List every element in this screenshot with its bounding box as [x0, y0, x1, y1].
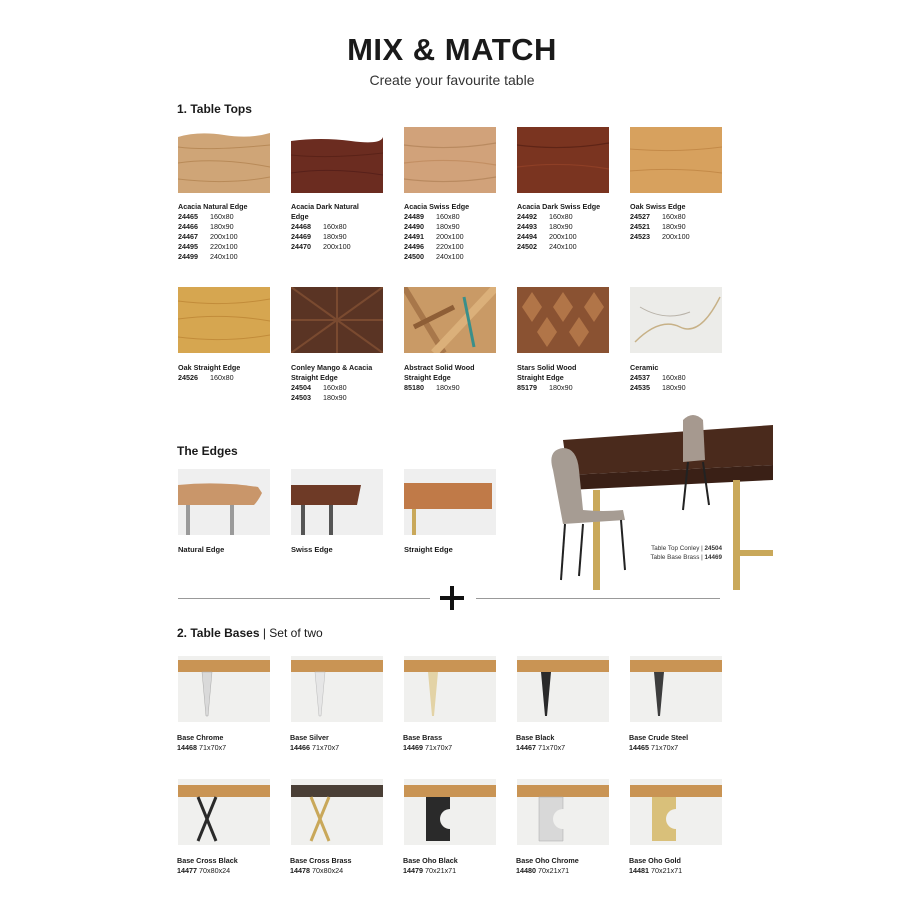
base-caption-2: Base Silver 14466 71x70x7	[290, 733, 340, 752]
top-caption-2: Acacia Dark Natural Edge 24468 160x80 24469 180x90 24470 200x100	[291, 202, 359, 251]
base-caption-10: Base Oho Gold 14481 70x21x71	[629, 856, 683, 875]
base-caption-5: Base Crude Steel 14465 71x70x7	[629, 733, 689, 752]
divider-left	[178, 598, 430, 599]
oak-swiss-edge-image	[630, 127, 722, 193]
base-oho-black-image	[404, 779, 496, 845]
abstract-solid-wood-image	[404, 287, 496, 353]
page-title: MIX & MATCH	[347, 32, 557, 67]
straight-edge-image	[404, 469, 496, 535]
base-caption-3: Base Brass 14469 71x70x7	[403, 733, 453, 752]
top-caption-5: Oak Swiss Edge 24527 160x80 24521 180x90 24523 200x100	[630, 202, 690, 241]
edge-label-natural: Natural Edge	[178, 545, 225, 554]
divider-right	[476, 598, 720, 599]
base-caption-8: Base Oho Black 14479 70x21x71	[403, 856, 458, 875]
base-caption-7: Base Cross Brass 14478 70x80x24	[290, 856, 352, 875]
top-caption-1: Acacia Natural Edge 24465 160x80 24466 180x90 24467 200x100 24495 220x100 24499 240x100	[178, 202, 248, 261]
top-caption-7: Conley Mango & Acacia Straight Edge 24504 160x80 24503 180x90	[291, 363, 373, 402]
acacia-dark-swiss-edge-image	[517, 127, 609, 193]
base-oho-gold-image	[630, 779, 722, 845]
swiss-edge-image	[291, 469, 383, 535]
table-tops-heading: 1. Table Tops	[177, 102, 252, 116]
oak-straight-edge-image	[178, 287, 270, 353]
base-chrome-image	[178, 656, 270, 722]
top-caption-9: Stars Solid Wood Straight Edge 85179 180x90	[517, 363, 577, 392]
edges-heading: The Edges	[177, 444, 238, 458]
base-cross-black-image	[178, 779, 270, 845]
top-caption-8: Abstract Solid Wood Straight Edge 85180 180x90	[404, 363, 475, 392]
base-oho-chrome-image	[517, 779, 609, 845]
top-caption-4: Acacia Dark Swiss Edge 24492 160x80 24493 180x90 24494 200x100 24502 240x100	[517, 202, 601, 251]
plus-icon	[438, 584, 466, 612]
base-silver-image	[291, 656, 383, 722]
acacia-swiss-edge-image	[404, 127, 496, 193]
top-caption-10: Ceramic 24537 160x80 24535 180x90	[630, 363, 686, 392]
base-caption-6: Base Cross Black 14477 70x80x24	[177, 856, 238, 875]
base-cross-brass-image	[291, 779, 383, 845]
base-brass-image	[404, 656, 496, 722]
conley-mango-image	[291, 287, 383, 353]
edge-label-straight: Straight Edge	[404, 545, 453, 554]
page-subtitle: Create your favourite table	[369, 72, 535, 88]
edge-label-swiss: Swiss Edge	[291, 545, 333, 554]
base-caption-9: Base Oho Chrome 14480 70x21x71	[516, 856, 579, 875]
top-caption-6: Oak Straight Edge 24526 160x80	[178, 363, 241, 382]
acacia-natural-edge-image	[178, 127, 270, 193]
base-caption-1: Base Chrome 14468 71x70x7	[177, 733, 227, 752]
top-caption-3: Acacia Swiss Edge 24489 160x80 24490 180x90 24491 200x100 24496 220x100 24500 240x100	[404, 202, 470, 261]
stars-solid-wood-image	[517, 287, 609, 353]
hero-caption: Table Top Conley | 24504 Table Base Brass | 14469	[650, 545, 722, 561]
ceramic-image	[630, 287, 722, 353]
base-caption-4: Base Black 14467 71x70x7	[516, 733, 566, 752]
natural-edge-image	[178, 469, 270, 535]
acacia-dark-natural-edge-image	[291, 127, 383, 193]
base-black-image	[517, 656, 609, 722]
table-bases-heading: 2. Table Bases | Set of two	[177, 626, 323, 640]
base-crude-steel-image	[630, 656, 722, 722]
